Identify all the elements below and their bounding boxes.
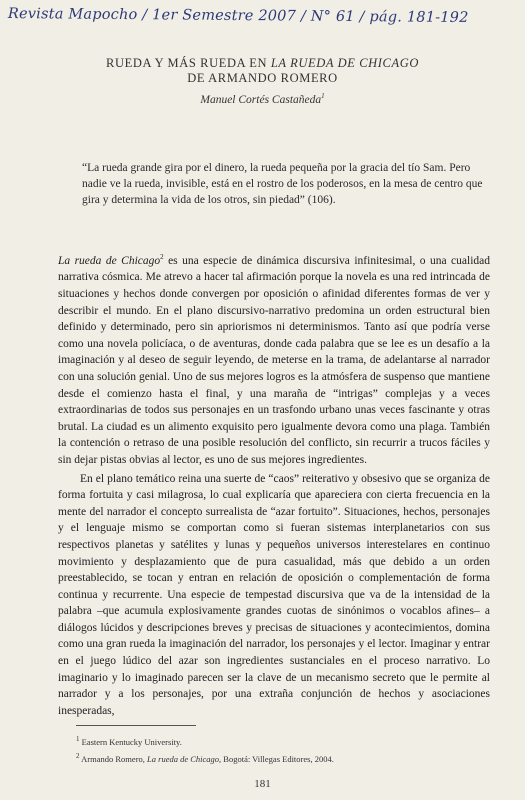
footnote-2-italic: La rueda de Chicago [147,753,220,764]
page-number: 181 [254,778,271,790]
footnote-2-suffix: , Bogotá: Villegas Editores, 2004. [219,753,334,764]
paragraph-1 [58,249,490,469]
author-footnote-marker: 1 [321,92,325,100]
footnote-2-prefix: Armando Romero, [81,753,148,764]
paragraph-1-text: es una especie de dinámica discursiva infinitesimal, o una cualidad narrativa cósmica. Me atrevo a hacer tal afirmación porque la novela es una red intrincada de situaciones y hechos donde convergen por oposición o afinidad diferentes formas de ver y describir el mundo. En el plano discursivo-narrativo predomina un orden estructural bien definido y determinado, pero sin apriorismos ni determinismos. Tanto así que podría verse como una novela policíaca, o de aventuras, donde cada palabra que se lee es un desafío a la imaginación y al deseo de seguir leyendo, de meterse en la trama, de adelantarse al narrador con una solución genial. Uno de sus mejores logros es la atmósfera de suspenso que mantiene desde el comienzo hasta el final, y una maraña de “intrigas” complejas y a veces extraordinarias de todos sus personajes en un trasfondo urbano unas veces fascinante y otras brutal. La ciudad es un alimento exquisito pero igualmente devora como una plaga. También la contención o retraso de una posible resolución del conflicto, sin recurrir a trucos fáciles y sin dejar pistas obvias al lector, es uno de sus mejores ingredientes. [58,254,490,466]
handwritten-citation-note: Revista Mapocho / 1er Semestre 2007 / N° 61 / pág. 181-192 [7,6,469,27]
footnote-2 [76,749,506,766]
title-line1-italic: LA RUEDA DE CHICAGO [270,56,419,70]
article-title [0,56,525,86]
novel-title-italic: La rueda de Chicago [58,254,161,267]
footnote-divider [76,725,196,726]
epigraph: “La rueda grande gira por el dinero, la rueda pequeña por la gracia del tío Sam. Pero nadie ve la rueda, invisible, está en el rostro de los poderosos, en la mesa de centro que gira y determina la vida de los otros, sin piedad” (106). [82,162,483,206]
paragraph-2: En el plano temático reina una suerte de “caos” reiterativo y obsesivo que se organiza de forma fortuita y casi milagrosa, lo cual explicaría que apareciera con cierta frecuencia en la mente del narrador el concepto surrealista de “azar fortuito”. Situaciones, hechos, personajes y el lenguaje mismo se comportan como si fueran sistemas interplanetarios con sus respectivos planetas y satélites y lunas y pequeños universos interestelares en continuo movimiento y desplazamiento que de pura casualidad, más que debido a un orden preestablecido, se tocan y entran en relación de oposición o complementación de forma continua y recurrente. Una especie de tempestad discursiva que va de la intensidad de la palabra –que acumula explosivamente grandes cuotas de sinónimos o vocablos afines– a diálogos lúcidos y descripciones breves y precisas de situaciones y acontecimientos, domina como una gran rueda la imaginación del narrador, los personajes y el lector. Imaginar y entrar en el juego lúdico del azar son ingredientes sustanciales en el proceso narrativo. Lo imaginario y lo imaginado parecen ser la clave de un mecanismo secreto que le permite al narrador y a los personajes, por una extraña conjunción de hechos y asociaciones inesperadas, [58,472,490,717]
footnote-marker-2: 2 [160,253,164,261]
author-name [0,92,525,106]
footnote-1-text: Eastern Kentucky University. [81,736,182,747]
footnote-1-marker: 1 [76,735,80,743]
footnote-1 [76,732,506,749]
title-line1-prefix: RUEDA Y MÁS RUEDA EN [106,56,271,70]
title-line2: DE ARMANDO ROMERO [187,71,338,85]
footnotes [76,732,506,766]
body-text [58,249,490,719]
footnote-2-marker: 2 [76,751,80,760]
author-text: Manuel Cortés Castañeda [200,93,322,106]
